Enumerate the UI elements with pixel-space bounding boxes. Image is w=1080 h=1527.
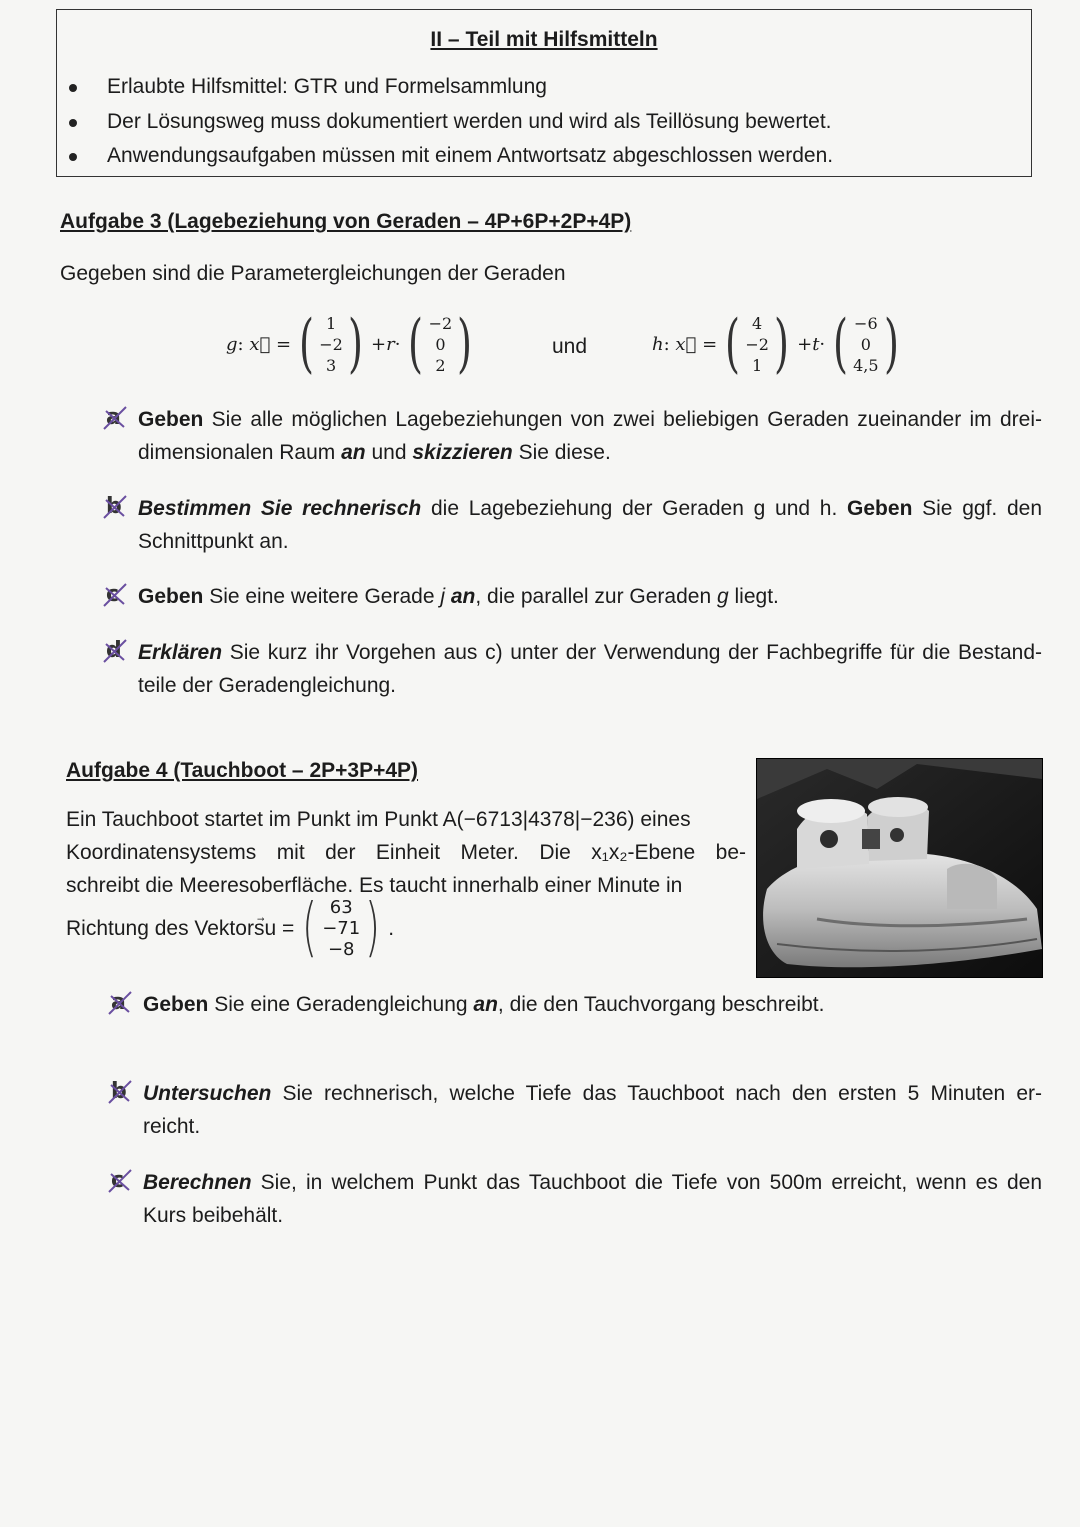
task-line: teile der Geradengleichung. <box>138 674 397 697</box>
task-item <box>111 1166 1042 1232</box>
task-check-mark-icon: b <box>105 1077 133 1105</box>
instruction-item: Erlaubte Hilfsmittel: GTR und Formelsammlung <box>57 70 1033 105</box>
aufgabe3-heading: Aufgabe 3 (Lagebeziehung von Geraden – 4P+6P+2P+4P) <box>60 210 632 233</box>
aufgabe4-intro: Ein Tauchboot startet im Punkt im Punkt A(−6713|4378|−236) eines Koordinatensystems mit der Einheit Meter. Die x₁x₂-Ebene be- schreibt die Meeresoberfläche. Es taucht innerhalb einer Minute in <box>66 808 746 897</box>
vector-u-name: u <box>264 916 277 940</box>
task-check-mark-icon: a <box>100 403 128 431</box>
task-item <box>111 988 1042 1021</box>
task-line: Geben Sie eine weitere Gerade j an, die parallel zur Geraden g liegt. <box>138 585 779 608</box>
task-check-mark-icon: b <box>100 492 128 520</box>
und-label: und <box>552 335 588 358</box>
task-line: Bestimmen Sie rechnerisch die Lagebeziehung der Geraden g und h. Geben Sie ggf. den <box>138 497 1043 520</box>
task-check-mark-icon: d <box>100 636 128 664</box>
aufgabe4-heading: Aufgabe 4 (Tauchboot – 2P+3P+4P) <box>66 759 419 782</box>
task-line: reicht. <box>143 1115 201 1138</box>
instructions-box <box>56 9 1032 177</box>
task-line: Schnittpunkt an. <box>138 530 289 553</box>
vector-u: ( 63 −71 −8 ) <box>302 891 381 965</box>
task-item <box>106 403 1042 469</box>
aufgabe4-vector-line: Richtung des Vektors u = ( 63 −71 −8 ) . <box>66 891 395 965</box>
task-line: Untersuchen Sie rechnerisch, welche Tiefe das Tauchboot nach den ersten 5 Minuten er- <box>143 1082 1042 1105</box>
line-g-direction-vector: ( −2 0 2 ) <box>408 307 473 381</box>
task-line: dimensionalen Raum an und skizzieren Sie diese. <box>138 441 611 464</box>
line-h-direction-vector: ( −6 0 4,5 ) <box>833 307 899 381</box>
task-item <box>111 1077 1042 1143</box>
line-g-equation: g : x⃗ = ( 1 −2 3 ) + r · ( −2 0 2 ) <box>226 312 480 376</box>
instruction-item: Der Lösungsweg muss dokumentiert werden und wird als Teillösung bewertet. <box>57 105 1033 140</box>
line-g-support-vector: ( 1 −2 3 ) <box>299 307 364 381</box>
task-line: Kurs beibehält. <box>143 1204 284 1227</box>
line-h-name: h <box>652 333 664 355</box>
task-line: Erklären Sie kurz ihr Vorgehen aus c) unter der Verwendung der Fachbegriffe für die Bestand- <box>138 641 1042 664</box>
task-line: Berechnen Sie, in welchem Punkt das Tauchboot die Tiefe von 500m erreicht, wenn es den <box>143 1171 1042 1194</box>
instruction-item: Anwendungsaufgaben müssen mit einem Antwortsatz abgeschlossen werden. <box>57 139 1033 174</box>
section-title: II – Teil mit Hilfsmitteln <box>430 28 658 51</box>
task-check-mark-icon: a <box>105 988 133 1016</box>
line-h-equation: h : x⃗ = ( 4 −2 1 ) + t · ( −6 0 4,5 ) <box>652 312 907 376</box>
task-check-mark-icon: c <box>100 580 128 608</box>
line-h-support-vector: ( 4 −2 1 ) <box>725 307 790 381</box>
aufgabe3-intro: Gegeben sind die Parametergleichungen der Geraden <box>60 262 566 285</box>
task-item <box>106 492 1043 558</box>
line-g-name: g <box>226 333 238 355</box>
task-item <box>106 636 1042 702</box>
submarine-photo <box>756 758 1043 978</box>
task-item <box>106 580 1042 613</box>
instruction-list <box>57 70 1033 174</box>
task-check-mark-icon: c <box>105 1166 133 1194</box>
task-line: Geben Sie eine Geradengleichung an, die den Tauchvorgang beschreibt. <box>143 993 825 1016</box>
task-line: Geben Sie alle möglichen Lagebeziehungen von zwei beliebigen Geraden zueinander im drei- <box>138 408 1042 431</box>
